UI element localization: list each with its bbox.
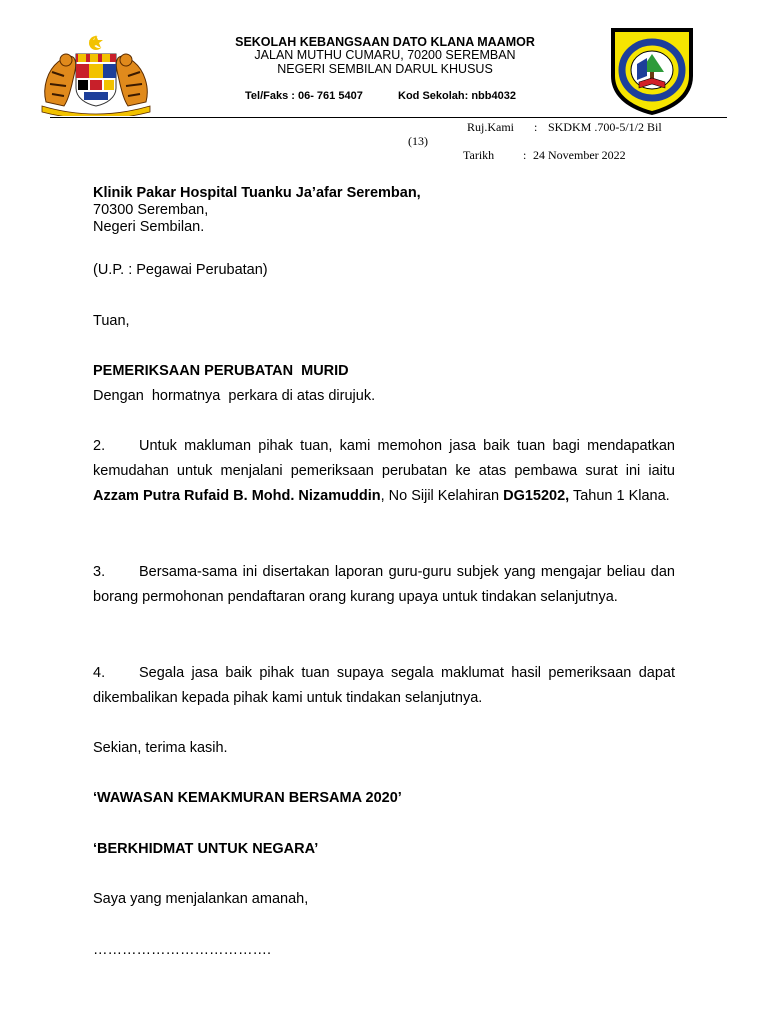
address-line-1: JALAN MUTHU CUMARU, 70200 SEREMBAN (254, 48, 516, 62)
birth-certificate-number: DG15202, (503, 488, 570, 504)
ruj-label: Ruj.Kami (467, 120, 514, 134)
subject-heading: PEMERIKSAAN PERUBATAN MURID (93, 363, 349, 379)
paragraph-text: , No Sijil Kelahiran (380, 488, 504, 504)
paragraph-number: 3. (93, 564, 106, 580)
recipient-line-2: 70300 Seremban, (93, 202, 209, 218)
paragraph-number: 2. (93, 438, 106, 454)
recipient-name: Klinik Pakar Hospital Tuanku Ja’afar Seremban, (93, 185, 421, 201)
recipient-line-3: Negeri Sembilan. (93, 219, 205, 235)
paragraph-number: 4. (93, 665, 106, 681)
paragraph-4 (93, 661, 675, 711)
student-name: Azzam Putra Rufaid B. Mohd. Nizamuddin (93, 488, 381, 504)
paragraph-3 (93, 560, 675, 610)
motto-2: ‘BERKHIDMAT UNTUK NEGARA’ (93, 841, 319, 857)
tel-fax: Tel/Faks : 06- 761 5407 (245, 90, 363, 102)
header-divider (50, 117, 727, 118)
paragraph-text: Bersama-sama ini disertakan laporan guru-guru subjek yang mengajar beliau dan borang permohonan pendaftaran orang kurang upaya untuk tindakan selanjutnya. (93, 564, 675, 605)
paragraph-text: Segala jasa baik pihak tuan supaya segala maklumat hasil pemeriksaan dapat dikembalikan kepada pihak kami untuk tindakan selanjutnya. (93, 665, 675, 706)
ruj-value: SKDKM .700-5/1/2 Bil (548, 120, 662, 134)
paragraph-2 (93, 434, 675, 509)
salutation: Tuan, (93, 313, 130, 329)
ruj-continuation: (13) (408, 134, 428, 148)
intro-line: Dengan hormatnya perkara di atas dirujuk. (93, 388, 376, 404)
paragraph-text: Untuk makluman pihak tuan, kami memohon jasa baik tuan bagi mendapatkan kemudahan untuk menjalani pemeriksaan perubatan ke atas pembawa surat ini iaitu (93, 438, 675, 479)
school-code: Kod Sekolah: nbb4032 (398, 90, 516, 102)
signature-line: ………………………………. (93, 942, 272, 958)
date-value: 24 November 2022 (533, 148, 626, 162)
ruj-separator: : (534, 120, 538, 134)
motto-1: ‘WAWASAN KEMAKMURAN BERSAMA 2020’ (93, 790, 402, 806)
date-separator: : (523, 148, 527, 162)
closing-line: Sekian, terima kasih. (93, 740, 228, 756)
date-label: Tarikh (463, 148, 495, 162)
school-shield-badge-icon (607, 24, 697, 117)
school-name: SEKOLAH KEBANGSAAN DATO KLANA MAAMOR (235, 35, 535, 49)
malaysia-coat-of-arms-icon (38, 32, 154, 116)
paragraph-text: Tahun 1 Klana. (569, 488, 670, 504)
address-line-2: NEGERI SEMBILAN DARUL KHUSUS (277, 62, 493, 76)
attention-line: (U.P. : Pegawai Perubatan) (93, 262, 268, 278)
sign-off: Saya yang menjalankan amanah, (93, 891, 309, 907)
